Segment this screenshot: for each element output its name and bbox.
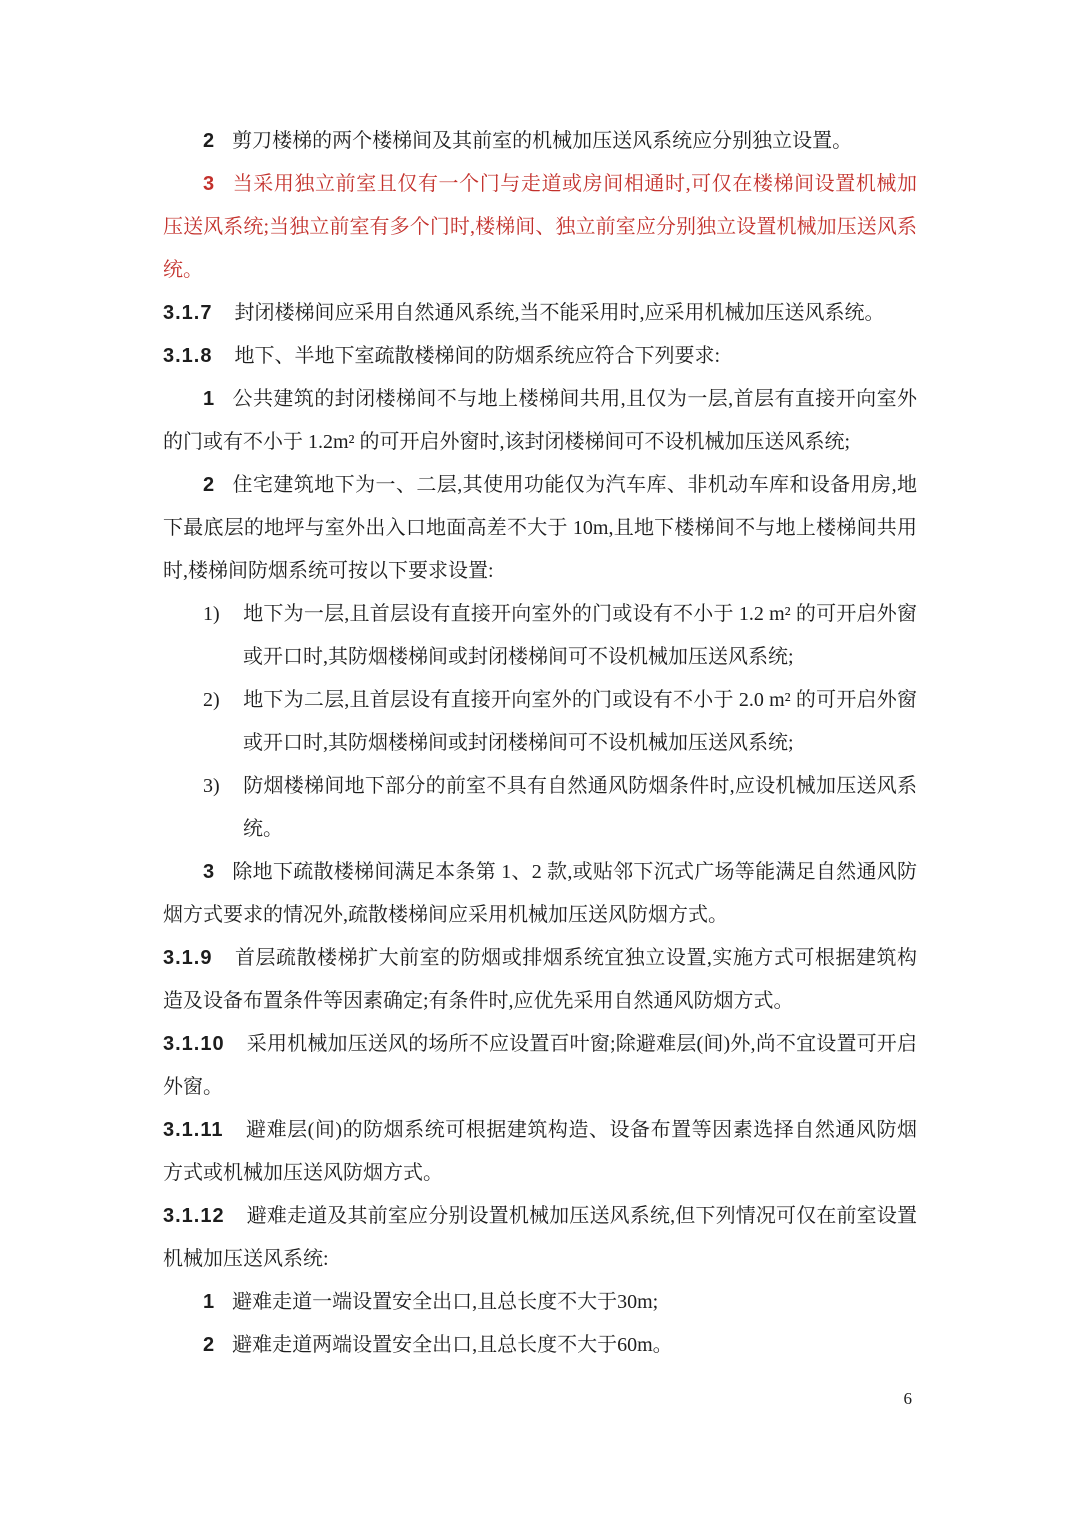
clause-text: 地下、半地下室疏散楼梯间的防烟系统应符合下列要求: <box>234 345 721 367</box>
clause-item-2-scissor-stairs <box>163 120 917 163</box>
clause-number: 3.1.10 <box>163 1033 225 1055</box>
subitem-text: 地下为一层,且首层设有直接开向室外的门或设有不小于 1.2 m² 的可开启外窗或开口时,其防烟楼梯间或封闭楼梯间可不设机械加压送风系统; <box>243 603 917 668</box>
item-number: 2 <box>203 474 216 496</box>
clause-3-1-8-item-1 <box>163 378 917 464</box>
clause-number: 3.1.12 <box>163 1205 225 1227</box>
item-text: 公共建筑的封闭楼梯间不与地上楼梯间共用,且仅为一层,首层有直接开向室外的门或有不小于 1.2m² 的可开启外窗时,该封闭楼梯间可不设机械加压送风系统; <box>163 388 917 453</box>
clause-3-1-8-subitem-2 <box>163 679 917 765</box>
item-number: 2 <box>203 1334 216 1356</box>
clause-item-3-revision-highlight <box>163 163 917 292</box>
clause-number: 3.1.7 <box>163 302 213 324</box>
subitem-text: 地下为二层,且首层设有直接开向室外的门或设有不小于 2.0 m² 的可开启外窗或开口时,其防烟楼梯间或封闭楼梯间可不设机械加压送风系统; <box>243 689 917 754</box>
item-text: 避难走道两端设置安全出口,且总长度不大于60m。 <box>232 1334 673 1356</box>
clause-number: 3.1.9 <box>163 947 213 969</box>
subitem-text: 防烟楼梯间地下部分的前室不具有自然通风防烟条件时,应设机械加压送风系统。 <box>243 775 917 840</box>
item-text: 除地下疏散楼梯间满足本条第 1、2 款,或贴邻下沉式广场等能满足自然通风防烟方式要求的情况外,疏散楼梯间应采用机械加压送风防烟方式。 <box>163 861 917 926</box>
clause-3-1-9 <box>163 937 917 1023</box>
item-number: 2 <box>203 130 216 152</box>
item-text: 避难走道一端设置安全出口,且总长度不大于30m; <box>232 1291 659 1313</box>
clause-3-1-10 <box>163 1023 917 1109</box>
clause-3-1-11 <box>163 1109 917 1195</box>
clause-3-1-7 <box>163 292 917 335</box>
item-number: 3 <box>203 861 216 883</box>
item-number: 1 <box>203 1291 216 1313</box>
document-body <box>163 120 917 1367</box>
item-text: 当采用独立前室且仅有一个门与走道或房间相通时,可仅在楼梯间设置机械加压送风系统;当独立前室有多个门时,楼梯间、独立前室应分别独立设置机械加压送风系统。 <box>163 173 917 281</box>
clause-text: 避难层(间)的防烟系统可根据建筑构造、设备布置等因素选择自然通风防烟方式或机械加压送风防烟方式。 <box>163 1119 917 1184</box>
clause-3-1-12-item-2 <box>163 1324 917 1367</box>
clause-3-1-8-subitem-3 <box>163 765 917 851</box>
clause-number: 3.1.11 <box>163 1119 224 1141</box>
page-number: 6 <box>903 1389 912 1408</box>
clause-3-1-12 <box>163 1195 917 1281</box>
clause-text: 首层疏散楼梯扩大前室的防烟或排烟系统宜独立设置,实施方式可根据建筑构造及设备布置条件等因素确定;有条件时,应优先采用自然通风防烟方式。 <box>163 947 917 1012</box>
clause-3-1-8-subitem-1 <box>163 593 917 679</box>
item-number: 1 <box>203 388 216 410</box>
item-text: 住宅建筑地下为一、二层,其使用功能仅为汽车库、非机动车库和设备用房,地下最底层的地坪与室外出入口地面高差不大于 10m,且地下楼梯间不与地上楼梯间共用时,楼梯间防烟系统可按以下要求设置: <box>163 474 917 582</box>
clause-number: 3.1.8 <box>163 345 213 367</box>
clause-3-1-8 <box>163 335 917 378</box>
item-number: 3 <box>203 173 216 195</box>
subitem-number: 1) <box>203 603 220 625</box>
clause-3-1-12-item-1 <box>163 1281 917 1324</box>
subitem-number: 3) <box>203 775 220 797</box>
clause-text: 采用机械加压送风的场所不应设置百叶窗;除避难层(间)外,尚不宜设置可开启外窗。 <box>163 1033 917 1098</box>
clause-text: 避难走道及其前室应分别设置机械加压送风系统,但下列情况可仅在前室设置机械加压送风系统: <box>163 1205 917 1270</box>
clause-3-1-8-item-3 <box>163 851 917 937</box>
item-text: 剪刀楼梯的两个楼梯间及其前室的机械加压送风系统应分别独立设置。 <box>232 130 853 152</box>
subitem-number: 2) <box>203 689 220 711</box>
clause-3-1-8-item-2 <box>163 464 917 593</box>
clause-text: 封闭楼梯间应采用自然通风系统,当不能采用时,应采用机械加压送风系统。 <box>234 302 885 324</box>
